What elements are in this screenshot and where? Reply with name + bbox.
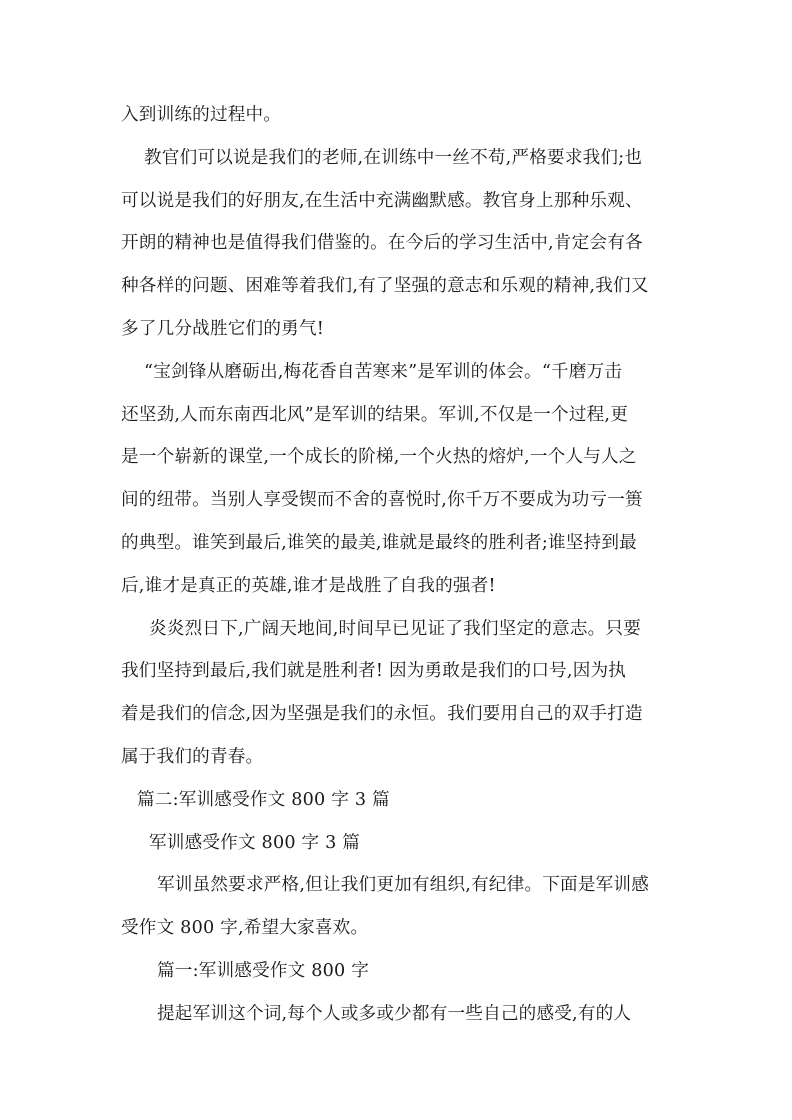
text-line: 属于我们的青春。 xyxy=(121,747,264,767)
text-line: 后,谁才是真正的英雄,谁才是战胜了自我的强者! xyxy=(121,575,496,596)
text-line: 我们坚持到最后,我们就是胜利者! 因为勇敢是我们的口号,因为执 xyxy=(121,661,627,682)
text-line: 多了几分战胜它们的勇气! xyxy=(121,319,325,339)
text-line: 提起军训这个词,每个人或多或少都有一些自己的感受,有的人 xyxy=(157,1003,632,1024)
text-line: 入到训练的过程中。 xyxy=(121,105,282,125)
text-line: 着是我们的信念,因为坚强是我们的永恒。我们要用自己的双手打造 xyxy=(121,704,643,725)
text-line: 教官们可以说是我们的老师,在训练中一丝不苟,严格要求我们;也 xyxy=(144,147,643,168)
text-line: 的典型。谁笑到最后,谁笑的最美,谁就是最终的胜利者;谁坚持到最 xyxy=(121,533,637,553)
text-line: 种各样的问题、困难等着我们,有了坚强的意志和乐观的精神,我们又 xyxy=(121,276,649,297)
text-line: 可以说是我们的好朋友,在生活中充满幽默感。教官身上那种乐观、 xyxy=(121,190,643,211)
text-line: 炎炎烈日下,广阔天地间,时间早已见证了我们坚定的意志。只要 xyxy=(149,618,642,639)
text-line: 是一个崭新的课堂,一个成长的阶梯,一个火热的熔炉,一个人与人之 xyxy=(121,447,637,468)
text-line: 军训感受作文 800 字 3 篇 xyxy=(149,832,361,853)
text-line: 篇一:军训感受作文 800 字 xyxy=(157,961,370,981)
text-line: “宝剑锋从磨砺出,梅花香自苦寒来”是军训的体会。“千磨万击 xyxy=(144,361,623,382)
text-line: 军训虽然要求严格,但让我们更加有组织,有纪律。下面是军训感 xyxy=(157,875,650,896)
text-line: 受作文 800 字,希望大家喜欢。 xyxy=(121,918,369,939)
text-line: 开朗的精神也是值得我们借鉴的。在今后的学习生活中,肯定会有各 xyxy=(121,233,643,254)
text-line: 还坚劲,人而东南西北风”是军训的结果。军训,不仅是一个过程,更 xyxy=(121,404,629,425)
text-line: 间的纽带。当别人享受锲而不舍的喜悦时,你千万不要成为功亏一篑 xyxy=(121,490,643,511)
text-line: 篇二:军训感受作文 800 字 3 篇 xyxy=(137,789,390,810)
